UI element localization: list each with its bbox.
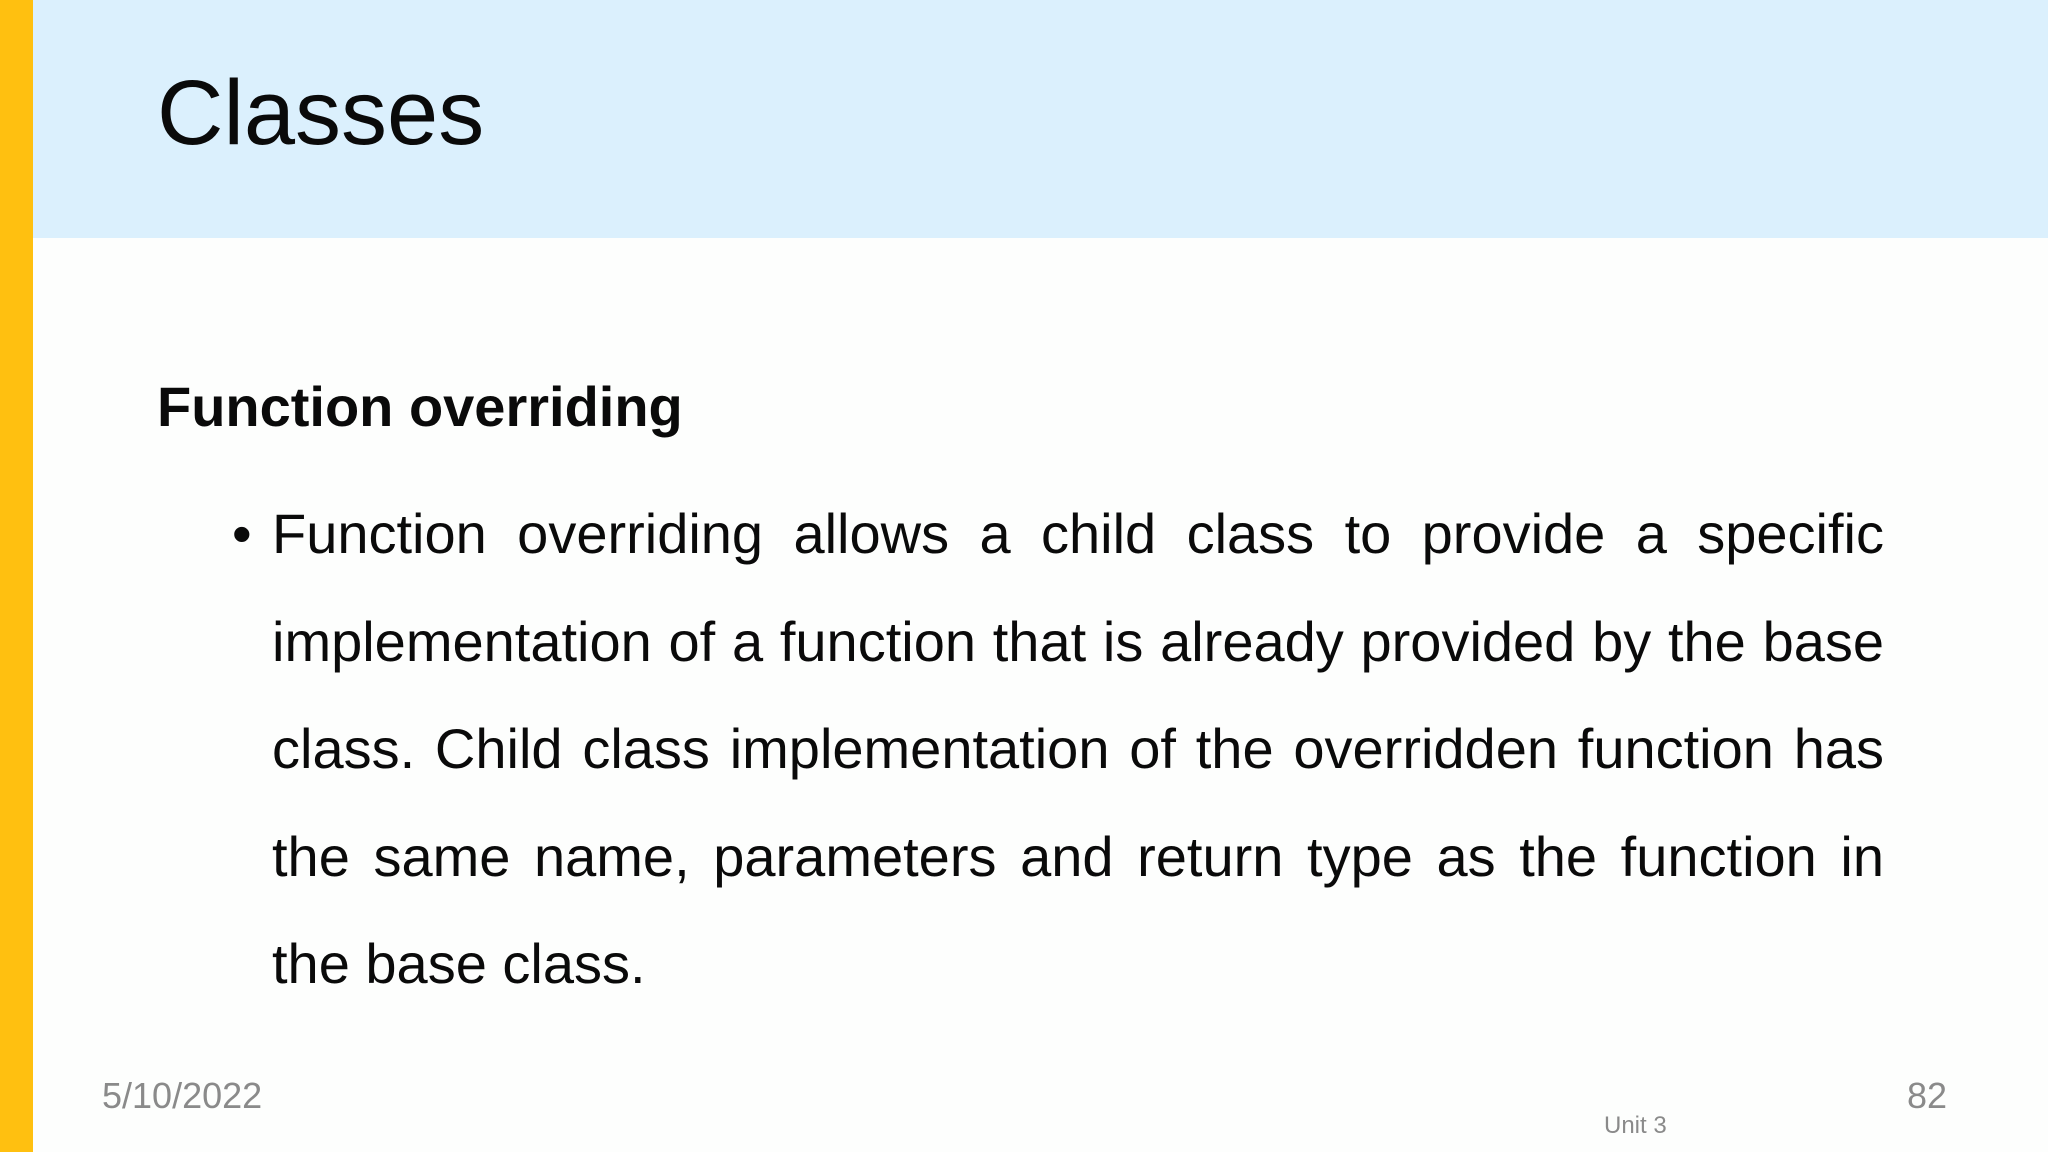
bullet-dot-icon: • xyxy=(232,502,252,565)
bullet-list xyxy=(232,480,1884,1018)
footer-date: 5/10/2022 xyxy=(102,1075,263,1116)
page-number: 82 xyxy=(1907,1075,1948,1116)
slide-title: Classes xyxy=(157,62,485,164)
slide-subheading: Function overriding xyxy=(157,375,683,438)
footer-unit: Unit 3 xyxy=(1604,1112,1667,1139)
accent-bar xyxy=(0,0,33,1152)
bullet-item xyxy=(232,480,1884,1018)
bullet-text: Function overriding allows a child class to provide a specific implementation of a function that is already provided by the base class. Child class implementation of the overridden function has the same name, parameters and return type as the function in the base class. xyxy=(272,502,1884,995)
